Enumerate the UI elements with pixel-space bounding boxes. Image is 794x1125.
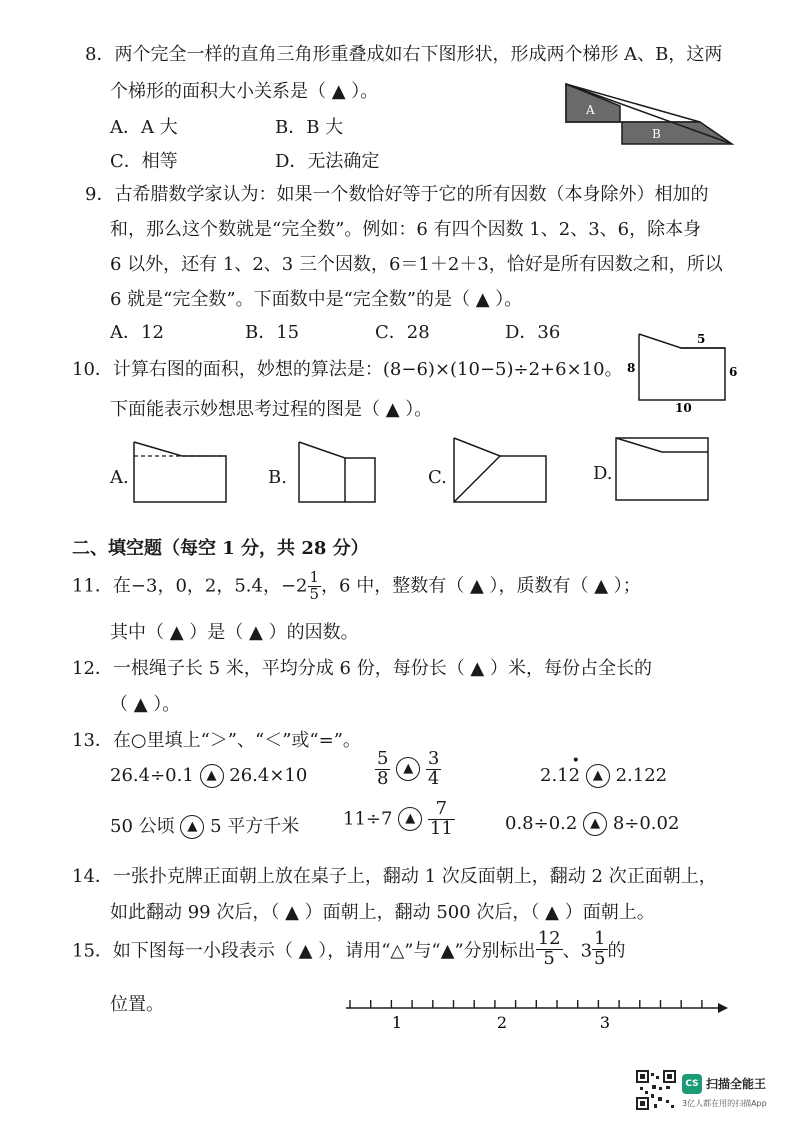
q9-option-c: C．28 [375,322,430,343]
q10-line2: 下面能表示妙想思考过程的图是（ ▲ ）。 [110,399,433,420]
q9-line3: 6 以外，还有 1、2、3 三个因数，6＝1＋2＋3，恰好是所有因数之和，所以 [110,254,723,275]
number-line-ticks [350,1000,702,1008]
q8-line1: 8．两个完全一样的直角三角形重叠成如右下图形状，形成两个梯形 A、B，这两 [85,44,723,65]
q8-line2: 个梯形的面积大小关系是（ ▲ ）。 [110,81,379,102]
q10-prefix: 10．计算右图的面积，妙想的算法是： [72,359,383,380]
q10-option-c-figure [450,434,550,506]
q11-fraction: $\frac{1}{5}$ [309,568,320,603]
q10-option-a-figure [130,438,230,506]
q10-option-c-label: C. [428,467,447,488]
q10-option-d-label: D. [593,463,613,484]
q15-sep: 、3 [562,940,593,962]
q8-label-b: B [652,127,661,141]
q10-option-d-figure [612,430,712,504]
q13-compare-2: $\frac{5}{8}$ ▲ $\frac{3}{4}$ [377,748,440,789]
q9-option-d: D．36 [505,322,561,343]
q11-part1: 11．在−3，0，2，5.4，−2 [72,575,308,597]
footer-tagline: 3亿人都在用的扫描App [682,1099,767,1108]
q14-line1: 14．一张扑克牌正面朝上放在桌子上，翻动 1 次反面朝上，翻动 2 次正面朝上， [72,866,717,887]
compare-circle[interactable]: ▲ [180,815,204,839]
q13-compare-3: 2.1 • 2 ▲ 2.122 [540,753,668,786]
section-2-heading: 二、填空题（每空 1 分，共 28 分） [72,538,369,559]
q9-option-a: A．12 [110,322,164,343]
tick-label-2: 2 [496,1013,508,1032]
q10-line1 [72,355,623,381]
q14-line2: 如此翻动 99 次后，（ ▲ ）面朝上，翻动 500 次后，（ ▲ ）面朝上。 [110,902,655,923]
q15-fraction-2: $\frac{1}{5}$ [594,928,606,969]
camscanner-logo: CS [682,1074,702,1094]
q9-line2: 和，那么这个数就是“完全数”。例如：6 有四个因数 1、2、3、6，除本身 [110,219,702,240]
q15-part2: 的 [607,940,626,962]
q11-part2: ，6 中，整数有（ ▲ ），质数有（ ▲ ）； [321,575,641,597]
compare-circle[interactable]: ▲ [200,764,224,788]
q8-option-a: A．A 大 [110,117,178,138]
q10-dim-left: 8 [627,361,636,375]
q15-line2: 位置。 [110,994,164,1015]
q13-compare-6: 0.8÷0.2 ▲ 8÷0.02 [505,813,680,834]
q11-line1 [72,570,641,603]
compare-circle[interactable]: ▲ [583,812,607,836]
tick-label-1: 1 [391,1013,403,1032]
q13-line1: 13．在○里填上“＞”、“＜”或“=”。 [72,730,361,751]
q10-suffix: 。 [604,359,623,380]
q8-label-a: A [586,103,595,117]
q10-dim-right: 6 [729,365,738,379]
q10-option-b-figure [295,438,380,506]
q15-fraction-1: $\frac{12}{5}$ [537,928,561,969]
q10-option-a-label: A. [110,467,129,488]
tick-label-3: 3 [599,1013,611,1032]
compare-circle[interactable]: ▲ [396,757,420,781]
q8-option-b: B．B 大 [275,117,344,138]
q13-compare-5: 11÷7 ▲ $\frac{7}{11}$ [343,798,453,839]
q8-option-d: D．无法确定 [275,151,380,172]
q15-part1: 15．如下图每一小段表示（ ▲ ），请用“△”与“▲”分别标出 [72,940,536,962]
number-line [340,988,730,1034]
q9-option-b: B．15 [245,322,300,343]
compare-circle[interactable]: ▲ [398,807,422,831]
q15-line1 [72,930,626,969]
q10-formula: (8−6)×(10−5)÷2+6×10 [382,359,605,380]
q12-line1: 12．一根绳子长 5 米，平均分成 6 份，每份长（ ▲ ）米，每份占全长的 [72,658,652,679]
q9-line1: 9．古希腊数学家认为：如果一个数恰好等于它的所有因数（本身除外）相加的 [85,184,709,205]
compare-circle[interactable]: ▲ [586,764,610,788]
qr-code-icon [636,1070,676,1110]
q10-shape-figure [625,328,740,416]
q13-compare-4: 50 公顷 ▲ 5 平方千米 [110,816,300,837]
q9-line4: 6 就是“完全数”。下面数中是“完全数”的是（ ▲ ）。 [110,289,523,310]
q10-option-b-label: B. [268,467,287,488]
footer-brand: 扫描全能王 [706,1077,767,1091]
q11-line2: 其中（ ▲ ）是（ ▲ ）的因数。 [110,622,359,643]
q8-trapezoid-figure [560,82,740,148]
q10-dim-bottom: 10 [675,401,692,415]
q10-dim-top: 5 [697,332,706,346]
q8-option-c: C．相等 [110,151,178,172]
q13-compare-1: 26.4÷0.1 ▲ 26.4×10 [110,765,308,786]
q12-line2: （ ▲ ）。 [110,694,181,715]
